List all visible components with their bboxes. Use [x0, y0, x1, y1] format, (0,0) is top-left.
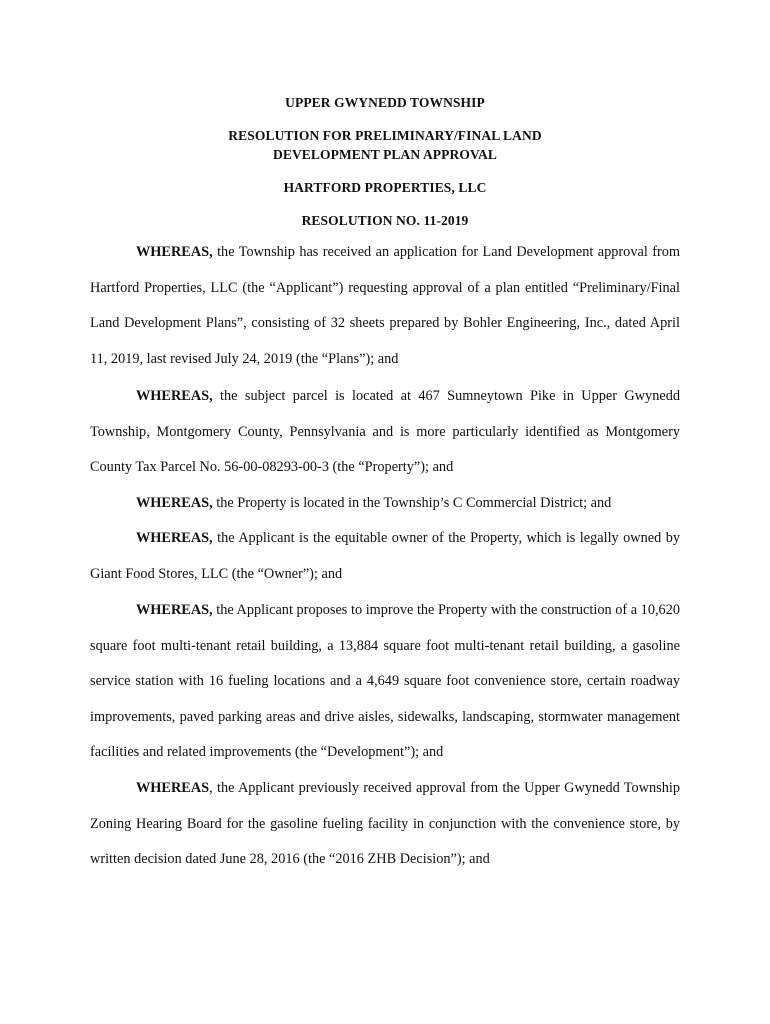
paragraph-text: , the Applicant previously received approval from the Upper Gwynedd Township Zoning Hearing Board for the gasoline fueling facility in conjunction with the convenience store, by written decision dated June 28, 2016 (the “2016 ZHB Decision”); and	[90, 780, 680, 867]
whereas-paragraph-development	[90, 593, 680, 771]
township-heading: UPPER GWYNEDD TOWNSHIP	[285, 95, 485, 110]
whereas-label: WHEREAS,	[136, 495, 213, 511]
whereas-label: WHEREAS,	[136, 530, 213, 546]
paragraph-text: the Applicant is the equitable owner of the Property, which is legally owned by Giant Food Stores, LLC (the “Owner”); and	[90, 530, 680, 582]
resolution-number: RESOLUTION NO. 11-2019	[301, 213, 469, 228]
paragraph-text: the Property is located in the Township’s C Commercial District; and	[212, 495, 612, 511]
whereas-paragraph-location	[90, 379, 680, 486]
whereas-paragraph-application	[90, 235, 680, 377]
whereas-label: WHEREAS,	[136, 602, 213, 618]
whereas-paragraph-owner	[90, 521, 680, 592]
whereas-paragraph-zhb-decision	[90, 771, 680, 878]
resolution-title-line-2: DEVELOPMENT PLAN APPROVAL	[272, 147, 498, 162]
whereas-label: WHEREAS,	[136, 244, 213, 260]
applicant-heading: HARTFORD PROPERTIES, LLC	[283, 180, 487, 195]
resolution-title-line-1: RESOLUTION FOR PRELIMINARY/FINAL LAND	[228, 128, 542, 143]
whereas-paragraph-district	[90, 486, 680, 522]
whereas-label: WHEREAS	[136, 780, 210, 796]
paragraph-text: the subject parcel is located at 467 Sumneytown Pike in Upper Gwynedd Township, Montgomery County, Pennsylvania and is more particularly identified as Montgomery County Tax Parcel No. 56-00-08293-00-3 (the “Property”); and	[90, 388, 680, 475]
whereas-label: WHEREAS,	[136, 388, 213, 404]
paragraph-text: the Township has received an application for Land Development approval from Hartford Properties, LLC (the “Applicant”) requesting approval of a plan entitled “Preliminary/Final Land Development Plans”, consisting of 32 sheets prepared by Bohler Engineering, Inc., dated April 11, 2019, last revised July 24, 2019 (the “Plans”); and	[90, 244, 680, 367]
paragraph-text: the Applicant proposes to improve the Property with the construction of a 10,620 square foot multi-tenant retail building, a 13,884 square foot multi-tenant retail building, a gasoline service station with 16 fueling locations and a 4,649 square foot convenience store, certain roadway improvements, paved parking areas and drive aisles, sidewalks, landscaping, stormwater management facilities and related improvements (the “Development”); and	[90, 602, 680, 760]
